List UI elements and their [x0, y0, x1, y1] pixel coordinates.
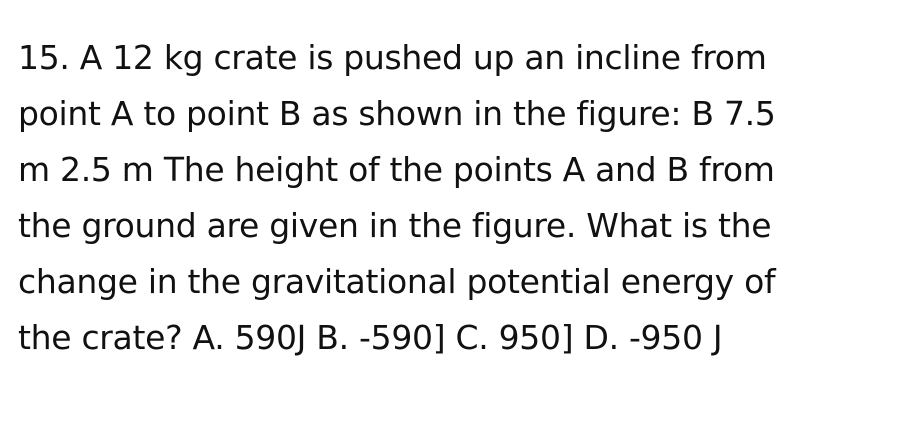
- question-line-2: point A to point B as shown in the figure: B 7.5: [18, 94, 776, 133]
- question-line-5: change in the gravitational potential energy of: [18, 262, 776, 301]
- question-text: [18, 30, 898, 366]
- question-line-3: m 2.5 m The height of the points A and B from: [18, 150, 775, 189]
- question-line-4: the ground are given in the figure. What is the: [18, 206, 772, 245]
- question-line-6: the crate? A. 590J B. -590] C. 950] D. -950 J: [18, 318, 723, 357]
- question-line-1: 15. A 12 kg crate is pushed up an incline from: [18, 38, 767, 77]
